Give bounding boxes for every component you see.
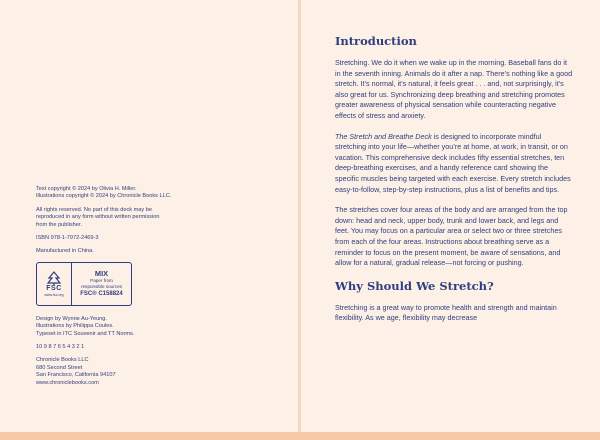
fsc-label — [36, 262, 132, 306]
fsc-logo-url: www.fsc.org — [44, 292, 64, 297]
publisher-url: www.chroniclebooks.com — [36, 379, 99, 386]
design-credits — [36, 316, 276, 338]
heading-introduction: Introduction — [335, 34, 417, 48]
design-line: Design by Wynne Au-Yeung. — [36, 315, 107, 322]
rights-notice — [36, 207, 276, 229]
publisher-address — [36, 357, 276, 387]
rights-line: from the publisher. — [36, 221, 83, 228]
design-line: Typeset in ITC Souvenir and TT Norms. — [36, 330, 135, 337]
publisher-line: 680 Second Street — [36, 364, 83, 371]
paragraph-2-text: is designed to incorporate mindful stretching into your life—whether you’re at home, at work, in transit, or on vacation. This comprehensive deck includes fifty essential stretches, ten deep-breathing exercises, and a handy reference card showing the specific muscles being targeted with each exercise. Every stretch includes easy-to-follow, step-by-step instructions, plus a list of benefits and tips. — [335, 131, 571, 194]
fsc-logo-text: FSC — [46, 284, 62, 292]
paragraph-1: Stretching. We do it when we wake up in the morning. Baseball fans do it in the seventh inning. Animals do it after a nap. There’s nothing like a good stretch. It’s normal, it’s natural, it feels great . . . and, not surprisingly, it’s also great for us. Synchronizing deep breathing and stretching promotes greater awareness of physical sensation while counteracting negative effects of stress and anxiety. — [335, 58, 573, 120]
introduction-content — [335, 34, 573, 334]
fsc-tree-icon — [45, 271, 63, 285]
printing-line: 10 9 8 7 6 5 4 3 2 1 — [36, 344, 85, 351]
isbn: ISBN 978-1-7972-2469-3 — [36, 235, 99, 242]
introduction-page — [301, 0, 600, 432]
fsc-info — [72, 263, 131, 305]
deck-title: The Stretch and Breathe Deck — [335, 131, 432, 141]
publisher-line: San Francisco, California 94107 — [36, 372, 116, 379]
credits — [36, 186, 276, 201]
heading-why-stretch: Why Should We Stretch? — [335, 278, 494, 293]
fsc-code: FSC® C158824 — [80, 291, 123, 298]
paragraph-3: The stretches cover four areas of the body and are arranged from the top down: head and neck, upper body, trunk and lower back, and legs and feet. You may focus on a particular area or select two or three stretches from each of the four areas. Instructions about breathing serve as a reminder to focus on the present moment, be aware of sensations, and allow for a natural, gradual release—not forcing or pushing. — [335, 205, 568, 268]
fsc-sub-line: responsible sources — [81, 283, 122, 289]
publisher-line: Chronicle Books LLC — [36, 357, 89, 364]
colophon — [36, 186, 276, 393]
rights-line: All rights reserved. No part of this deck may be — [36, 206, 152, 213]
design-line: Illustrations by Philippa Coules. — [36, 323, 114, 330]
bottom-border — [0, 432, 600, 440]
paragraph-2 — [335, 132, 573, 196]
copyright-page — [0, 0, 298, 432]
manufactured-note: Manufactured in China. — [36, 248, 94, 255]
fsc-sub-line: Paper from — [90, 278, 113, 284]
text-credit: Text copyright © 2024 by Olivia H. Miller. — [36, 186, 137, 192]
fsc-mix: MIX — [94, 269, 109, 279]
illustration-credit: Illustrations copyright © 2024 by Chronicle Books LLC. — [36, 193, 172, 200]
paragraph-4: Stretching is a great way to promote health and strength and maintain flexibility. As we age, flexibility may decrease — [335, 302, 557, 323]
fsc-logo — [37, 263, 72, 305]
rights-line: reproduced in any form without written permission — [36, 214, 160, 221]
